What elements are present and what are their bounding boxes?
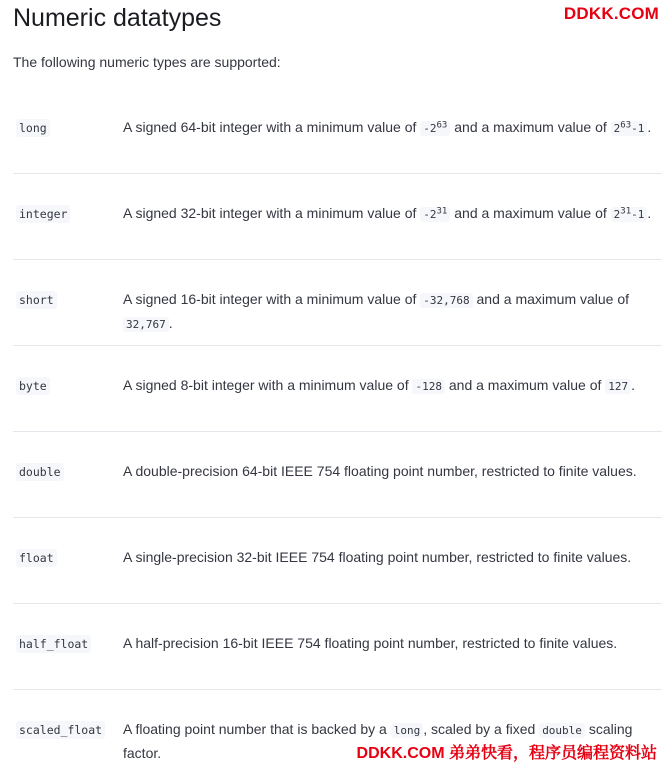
- desc-text: and a maximum value of: [444, 377, 606, 393]
- min-base: -2: [423, 122, 437, 135]
- min-value-code: -32,768: [420, 293, 472, 308]
- type-row-half-float: [13, 604, 662, 690]
- max-suffix: -1: [631, 208, 645, 221]
- max-suffix: -1: [631, 122, 645, 135]
- max-base: 2: [613, 208, 621, 221]
- desc-text: A signed 8-bit integer with a minimum value of: [123, 377, 413, 393]
- max-value-code: 32,767: [123, 317, 169, 332]
- type-row-integer: [13, 174, 662, 260]
- numeric-types-table: [13, 88, 662, 767]
- type-description: A half-precision 16-bit IEEE 754 floating point number, restricted to finite values.: [123, 635, 618, 651]
- type-description: [123, 288, 659, 336]
- desc-text: A signed 64-bit integer with a minimum value of: [123, 119, 421, 135]
- type-description: A single-precision 32-bit IEEE 754 floating point number, restricted to finite values.: [123, 549, 632, 565]
- intro-text: The following numeric types are supported:: [13, 54, 281, 70]
- type-row-long: [13, 88, 662, 174]
- type-name: short: [16, 291, 57, 309]
- watermark-bottom: DDKK.COM 弟弟快看，程序员编程资料站: [355, 740, 659, 763]
- desc-text: .: [631, 377, 636, 393]
- double-code: double: [539, 723, 585, 738]
- desc-text: and a maximum value of: [472, 291, 630, 307]
- desc-text: A signed 16-bit integer with a minimum value of: [123, 291, 421, 307]
- max-exponent: 31: [620, 206, 632, 217]
- type-row-byte: [13, 346, 662, 432]
- desc-text: and a maximum value of: [450, 119, 611, 135]
- watermark-top: DDKK.COM: [563, 4, 659, 23]
- type-name: scaled_float: [16, 721, 105, 739]
- min-exponent: 63: [436, 120, 448, 131]
- type-description: [123, 202, 659, 226]
- type-description: A double-precision 64-bit IEEE 754 floating point number, restricted to finite values.: [123, 463, 637, 479]
- type-row-float: [13, 518, 662, 604]
- max-base: 2: [613, 122, 621, 135]
- type-name: integer: [16, 205, 70, 223]
- desc-text: and a maximum value of: [450, 205, 611, 221]
- type-name: float: [16, 549, 57, 567]
- max-value-code: [611, 121, 648, 136]
- type-name: half_float: [16, 635, 91, 653]
- desc-text: , scaled by a fixed: [423, 721, 540, 737]
- type-description: [123, 116, 659, 140]
- desc-text: .: [168, 315, 173, 331]
- type-name: byte: [16, 377, 50, 395]
- type-name: long: [16, 119, 50, 137]
- desc-text: A floating point number that is backed by a: [123, 721, 391, 737]
- desc-text: .: [647, 119, 652, 135]
- desc-text: .: [647, 205, 652, 221]
- type-description: [123, 374, 659, 398]
- min-exponent: 31: [436, 206, 448, 217]
- type-name: double: [16, 463, 64, 481]
- min-value-code: [420, 121, 450, 136]
- max-value-code: [611, 207, 648, 222]
- min-value-code: [420, 207, 450, 222]
- type-row-double: [13, 432, 662, 518]
- min-value-code: -128: [412, 379, 445, 394]
- max-value-code: 127: [605, 379, 631, 394]
- desc-text: A signed 32-bit integer with a minimum value of: [123, 205, 421, 221]
- max-exponent: 63: [620, 120, 632, 131]
- page-title: Numeric datatypes: [13, 4, 222, 32]
- desc-text: scaling factor.: [123, 721, 633, 761]
- long-code: long: [391, 723, 424, 738]
- type-row-short: [13, 260, 662, 346]
- min-base: -2: [423, 208, 437, 221]
